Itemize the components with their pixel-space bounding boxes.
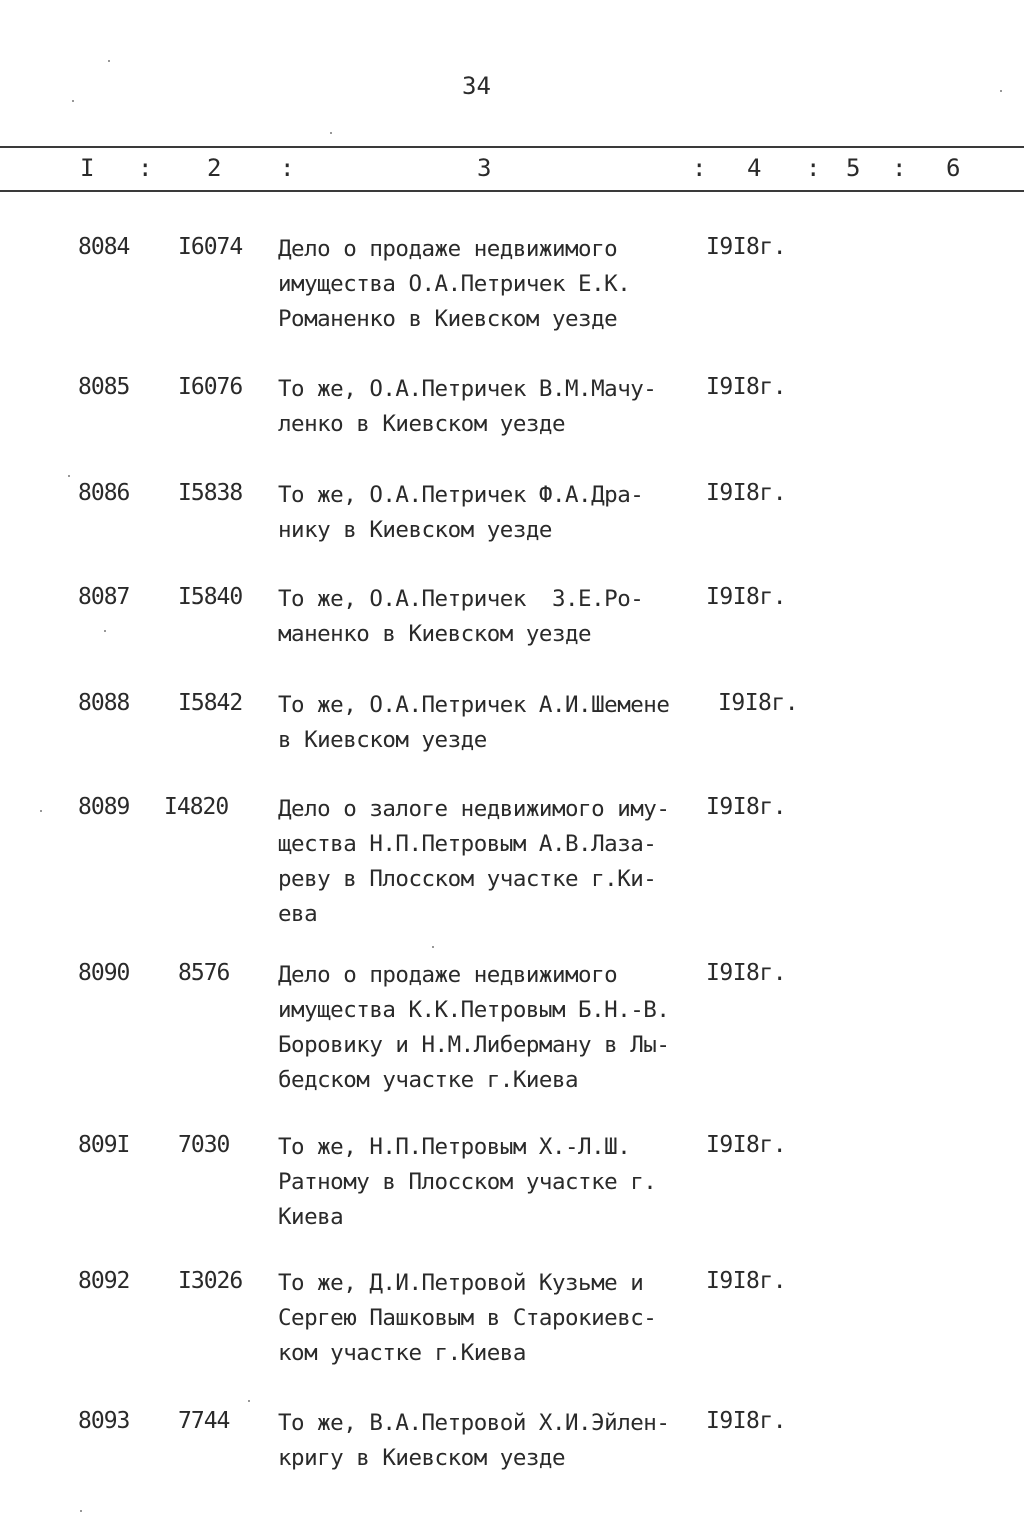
- title-line: Боровику и Н.М.Либерману в Лы-: [278, 1032, 670, 1058]
- title-line: реву в Плосском участке г.Ки-: [278, 866, 657, 892]
- title-line: Романенко в Киевском уезде: [278, 306, 618, 332]
- entry-title: [278, 1406, 718, 1476]
- title-line: То же, Д.И.Петровой Кузьме и: [278, 1270, 644, 1296]
- entry-number: 809I: [78, 1132, 130, 1158]
- title-line: кригу в Киевском уезде: [278, 1445, 566, 1471]
- header-separator: :: [892, 154, 907, 182]
- entry-title: [278, 688, 718, 758]
- header-col-4: 4: [747, 154, 762, 182]
- entry-year: I9I8г.: [706, 1408, 787, 1434]
- scan-speck: [248, 1400, 250, 1402]
- entry-old-number: 7744: [178, 1408, 230, 1434]
- title-line: ком участке г.Киева: [278, 1340, 526, 1366]
- header-separator: :: [692, 154, 707, 182]
- header-bottom-rule: [0, 190, 1024, 192]
- header-col-1: I: [80, 154, 95, 182]
- title-line: Киева: [278, 1204, 344, 1230]
- title-line: То же, В.А.Петровой Х.И.Эйлен-: [278, 1410, 670, 1436]
- title-line: Дело о продаже недвижимого: [278, 236, 618, 262]
- scan-speck: [432, 946, 434, 948]
- title-line: в Киевском уезде: [278, 727, 487, 753]
- entry-old-number: I5842: [178, 690, 243, 716]
- entry-year: I9I8г.: [706, 1132, 787, 1158]
- entry-year: I9I8г.: [706, 1268, 787, 1294]
- header-col-3: 3: [477, 154, 492, 182]
- title-line: бедском участке г.Киева: [278, 1067, 579, 1093]
- header-top-rule: [0, 146, 1024, 148]
- title-line: То же, Н.П.Петровым Х.-Л.Ш.: [278, 1134, 631, 1160]
- page-number: 34: [462, 72, 491, 100]
- entry-year: I9I8г.: [706, 480, 787, 506]
- entry-title: [278, 1130, 718, 1235]
- entry-title: [278, 792, 718, 932]
- entry-number: 8084: [78, 234, 130, 260]
- scan-speck: [104, 630, 106, 632]
- entry-number: 8085: [78, 374, 130, 400]
- entry-title: [278, 582, 718, 652]
- entry-number: 8087: [78, 584, 130, 610]
- entry-year: I9I8г.: [706, 794, 787, 820]
- entry-old-number: 8576: [178, 960, 230, 986]
- entry-title: [278, 958, 718, 1098]
- entry-year: I9I8г.: [706, 960, 787, 986]
- scan-speck: [68, 475, 70, 477]
- scan-speck: [330, 132, 332, 134]
- entry-number: 8090: [78, 960, 130, 986]
- scan-speck: [72, 100, 74, 102]
- scan-speck: [108, 60, 110, 62]
- entry-number: 8092: [78, 1268, 130, 1294]
- entry-number: 8093: [78, 1408, 130, 1434]
- title-line: Сергею Пашковым в Старокиевс-: [278, 1305, 657, 1331]
- title-line: щества Н.П.Петровым А.В.Лаза-: [278, 831, 657, 857]
- title-line: То же, О.А.Петричек Ф.А.Дра-: [278, 482, 644, 508]
- title-line: Ратному в Плосском участке г.: [278, 1169, 657, 1195]
- entry-title: [278, 232, 718, 337]
- entry-old-number: I6074: [178, 234, 243, 260]
- title-line: имущества К.К.Петровым Б.Н.-В.: [278, 997, 670, 1023]
- title-line: То же, О.А.Петричек В.М.Мачу-: [278, 376, 657, 402]
- entry-title: [278, 372, 718, 442]
- header-col-5: 5: [846, 154, 861, 182]
- entry-old-number: I5840: [178, 584, 243, 610]
- header-separator: :: [280, 154, 295, 182]
- entry-old-number: 7030: [178, 1132, 230, 1158]
- entry-old-number: I4820: [164, 794, 229, 820]
- entry-number: 8086: [78, 480, 130, 506]
- entry-year: I9I8г.: [718, 690, 799, 716]
- entry-year: I9I8г.: [706, 584, 787, 610]
- entry-old-number: I6076: [178, 374, 243, 400]
- entry-title: [278, 478, 718, 548]
- header-separator: :: [806, 154, 821, 182]
- title-line: имущества О.А.Петричек Е.К.: [278, 271, 631, 297]
- scan-speck: [40, 810, 42, 812]
- title-line: Дело о продаже недвижимого: [278, 962, 618, 988]
- title-line: То же, О.А.Петричек А.И.Шемене: [278, 692, 670, 718]
- title-line: Дело о залоге недвижимого иму-: [278, 796, 670, 822]
- entry-year: I9I8г.: [706, 374, 787, 400]
- entry-title: [278, 1266, 718, 1371]
- entry-old-number: I3026: [178, 1268, 243, 1294]
- entry-year: I9I8г.: [706, 234, 787, 260]
- entry-old-number: I5838: [178, 480, 243, 506]
- entry-number: 8088: [78, 690, 130, 716]
- header-col-2: 2: [207, 154, 222, 182]
- entry-number: 8089: [78, 794, 130, 820]
- title-line: нику в Киевском уезде: [278, 517, 552, 543]
- title-line: маненко в Киевском уезде: [278, 621, 592, 647]
- title-line: ева: [278, 901, 318, 927]
- header-separator: :: [138, 154, 153, 182]
- title-line: ленко в Киевском уезде: [278, 411, 566, 437]
- scan-speck: [1000, 90, 1002, 92]
- title-line: То же, О.А.Петричек З.Е.Ро-: [278, 586, 644, 612]
- header-col-6: 6: [946, 154, 961, 182]
- scan-speck: [80, 1510, 82, 1512]
